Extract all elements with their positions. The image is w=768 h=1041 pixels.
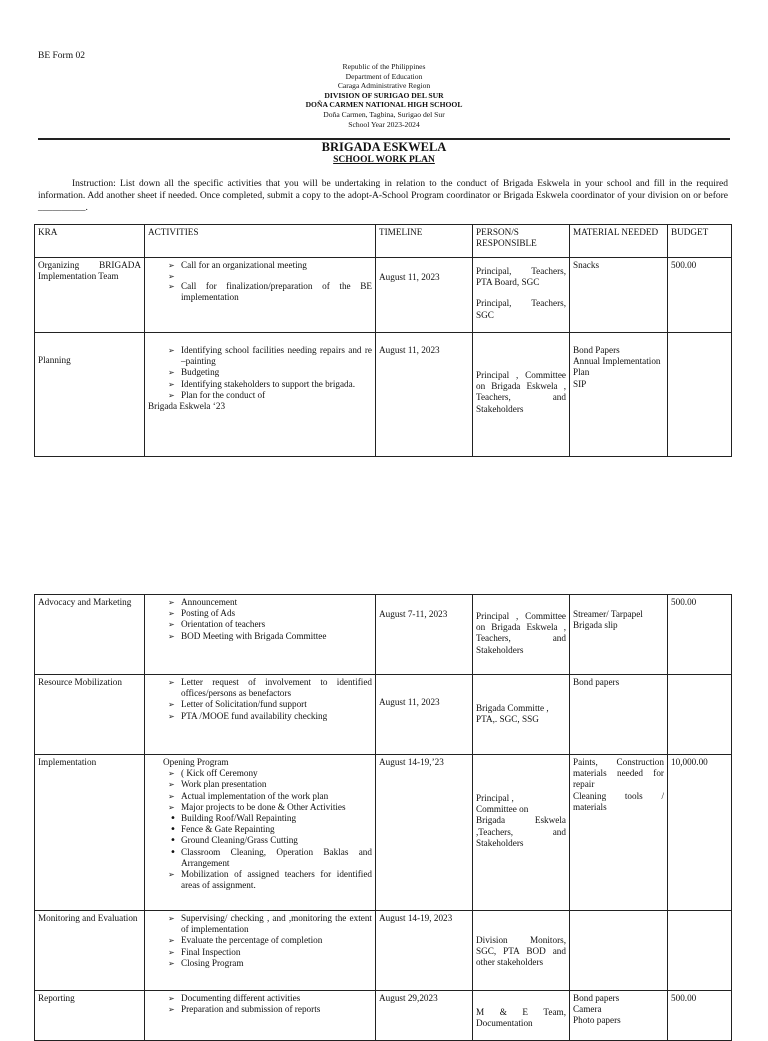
activity-item: ➢ Letter request of involvement to identified offices/persons as benefactors (148, 677, 372, 699)
instruction-paragraph (38, 178, 728, 214)
activity-item: ➢ Announcement (148, 597, 372, 608)
material-cell (570, 911, 668, 991)
persons-cell: Division Monitors, SGC, PTA BOD and other stakeholders (473, 911, 570, 991)
persons-cell: Brigada Committe , PTA,. SGC, SSG (473, 675, 570, 755)
activity-tail: Brigada Eskwela ‘23 (148, 401, 226, 412)
timeline-cell: August 29,2023 (376, 991, 473, 1041)
material-cell: Snacks (570, 258, 668, 333)
timeline-cell: August 11, 2023 (376, 675, 473, 755)
material-cell (570, 991, 668, 1041)
activity-item: ➢ Major projects to be done & Other Activities (148, 802, 372, 813)
budget-cell (668, 911, 732, 991)
activity-item: ➢ Actual implementation of the work plan (148, 791, 372, 802)
activity-item: ➢ Letter of Solicitation/fund support (148, 699, 372, 710)
activity-subitem: • Ground Cleaning/Grass Cutting (148, 835, 372, 846)
material-entry: Paints, Construction materials needed for repair (573, 757, 664, 790)
activity-item: ➢ Closing Program (148, 958, 372, 969)
activities-cell (145, 755, 376, 911)
kra-cell: Reporting (35, 991, 145, 1041)
activity-item: ➢ Work plan presentation (148, 779, 372, 790)
header-line-region: Caraga Administrative Region (337, 81, 431, 91)
person-entry: Principal, Teachers, PTA Board, SGC (476, 266, 566, 288)
material-entry: Annual Implementation Plan (573, 356, 661, 378)
activity-item: ➢ BOD Meeting with Brigada Committee (148, 631, 372, 642)
activity-item: ➢ Call for an organizational meeting (148, 260, 372, 271)
activity-item: ➢ Call for finalization/preparation of the BE implementation (148, 281, 372, 303)
activity-item: ➢ Orientation of teachers (148, 619, 372, 630)
table-row (35, 595, 732, 675)
table-row (35, 333, 732, 457)
material-cell (570, 755, 668, 911)
activity-item: ➢ Posting of Ads (148, 608, 372, 619)
column-header-material: MATERIAL NEEDED (570, 225, 668, 258)
work-plan-table-page1 (34, 224, 732, 457)
person-entry: Principal , (476, 793, 514, 803)
column-header-persons: PERSON/S RESPONSIBLE (473, 225, 570, 258)
activity-item: ➢ Final Inspection (148, 947, 372, 958)
activity-item: ➢ Plan for the conduct of (148, 390, 372, 401)
activity-item: ➢ Mobilization of assigned teachers for identified areas of assignment. (148, 869, 372, 891)
table-row (35, 675, 732, 755)
person-entry: Principal, Teachers, SGC (476, 298, 566, 320)
budget-cell: 500.00 (668, 991, 732, 1041)
timeline-cell: August 11, 2023 (376, 258, 473, 333)
activities-cell (145, 675, 376, 755)
kra-cell: Organizing BRIGADA Implementation Team (35, 258, 145, 333)
timeline-cell: August 11, 2023 (376, 333, 473, 457)
material-cell (570, 333, 668, 457)
material-cell (570, 595, 668, 675)
persons-cell: Principal , Committee on Brigada Eskwela , Teachers, and Stakeholders (473, 333, 570, 457)
activities-cell (145, 258, 376, 333)
persons-cell (473, 258, 570, 333)
material-entry: Brigada slip (573, 620, 618, 631)
activities-cell (145, 333, 376, 457)
header-line-address: Doña Carmen, Tagbina, Surigao del Sur (323, 109, 445, 119)
budget-cell: 500.00 (668, 595, 732, 675)
activity-item: ➢ Budgeting (148, 367, 372, 378)
activity-subitem: • Classroom Cleaning, Operation Baklas and Arrangement (148, 847, 372, 869)
document-header (0, 62, 768, 129)
activities-cell (145, 911, 376, 991)
activity-item: ➢ Preparation and submission of reports (148, 1004, 372, 1015)
persons-cell: Principal , Committee on Brigada Eskwela , Teachers, and Stakeholders (473, 595, 570, 675)
activity-subitem: • Building Roof/Wall Repainting (148, 813, 372, 824)
table-row (35, 911, 732, 991)
kra-cell: Planning (35, 333, 145, 457)
document-subtitle: SCHOOL WORK PLAN (333, 155, 435, 165)
header-line-school-year: School Year 2023-2024 (348, 119, 420, 129)
budget-cell: 10,000.00 (668, 755, 732, 911)
material-entry: SIP (573, 378, 587, 389)
activities-cell (145, 595, 376, 675)
column-header-timeline: TIMELINE (376, 225, 473, 258)
work-plan-table-page2 (34, 594, 732, 1041)
material-cell: Bond papers (570, 675, 668, 755)
budget-cell (668, 675, 732, 755)
activity-item: ➢ Identifying stakeholders to support the brigada. (148, 379, 372, 390)
activity-item: ➢ Supervising/ checking , and ,monitoring the extent of implementation (148, 913, 372, 935)
activity-item: ➢ Documenting different activities (148, 993, 372, 1004)
timeline-cell: August 14-19, 2023 (376, 911, 473, 991)
kra-cell: Implementation (35, 755, 145, 911)
material-entry: Photo papers (573, 1015, 621, 1026)
activity-heading: Opening Program (163, 757, 229, 767)
activity-item: ➢ Identifying school facilities needing repairs and re –painting (148, 345, 372, 367)
table-header-row (35, 225, 732, 258)
kra-cell: Advocacy and Marketing (35, 595, 145, 675)
table-row (35, 258, 732, 333)
persons-cell: M & E Team, Documentation (473, 991, 570, 1041)
instruction-text: Instruction: List down all the specific activities that you will be undertaking in relation to the conduct of Brigada Eskwela in your school and fill in the required information. Add another sheet if needed. Once completed, submit a copy to the adopt-A-School Program coordinator or Brigada Eskwela coordinator of your division on or before __________. (38, 179, 728, 213)
header-line-school: DOÑA CARMEN NATIONAL HIGH SCHOOL (305, 100, 463, 110)
person-entry: Committee on (476, 804, 529, 815)
header-line-republic: Republic of the Philippines (342, 62, 426, 71)
kra-cell: Monitoring and Evaluation (35, 911, 145, 991)
column-header-budget: BUDGET (668, 225, 732, 258)
activity-subitem: • Fence & Gate Repainting (148, 824, 372, 835)
timeline-cell: August 14-19,’23 (376, 755, 473, 911)
form-number: BE Form 02 (38, 51, 85, 61)
material-entry: Camera (573, 1004, 602, 1015)
material-entry: Bond papers (573, 993, 620, 1003)
header-line-department: Department of Education (345, 71, 423, 81)
kra-cell: Resource Mobilization (35, 675, 145, 755)
header-line-division: DIVISION OF SURIGAO DEL SUR (324, 90, 444, 100)
material-entry: Bond Papers (573, 345, 620, 355)
budget-cell (668, 333, 732, 457)
table-row (35, 991, 732, 1041)
activity-spacer (148, 271, 372, 281)
activity-item: ➢ Evaluate the percentage of completion (148, 935, 372, 946)
material-entry: Cleaning tools / materials (573, 790, 664, 812)
document-title: BRIGADA ESKWELA (321, 140, 447, 154)
material-entry: Streamer/ Tarpapel (573, 609, 643, 619)
person-entry: Brigada Eskwela ,Teachers, and Stakeholders (476, 815, 566, 848)
column-header-kra: KRA (35, 225, 145, 258)
column-header-activities: ACTIVITIES (145, 225, 376, 258)
activity-item: ➢ PTA /MOOE fund availability checking (148, 711, 372, 722)
activity-item: ➢ ( Kick off Ceremony (148, 768, 372, 779)
budget-cell: 500.00 (668, 258, 732, 333)
activities-cell (145, 991, 376, 1041)
timeline-cell: August 7-11, 2023 (376, 595, 473, 675)
persons-cell (473, 755, 570, 911)
table-row (35, 755, 732, 911)
